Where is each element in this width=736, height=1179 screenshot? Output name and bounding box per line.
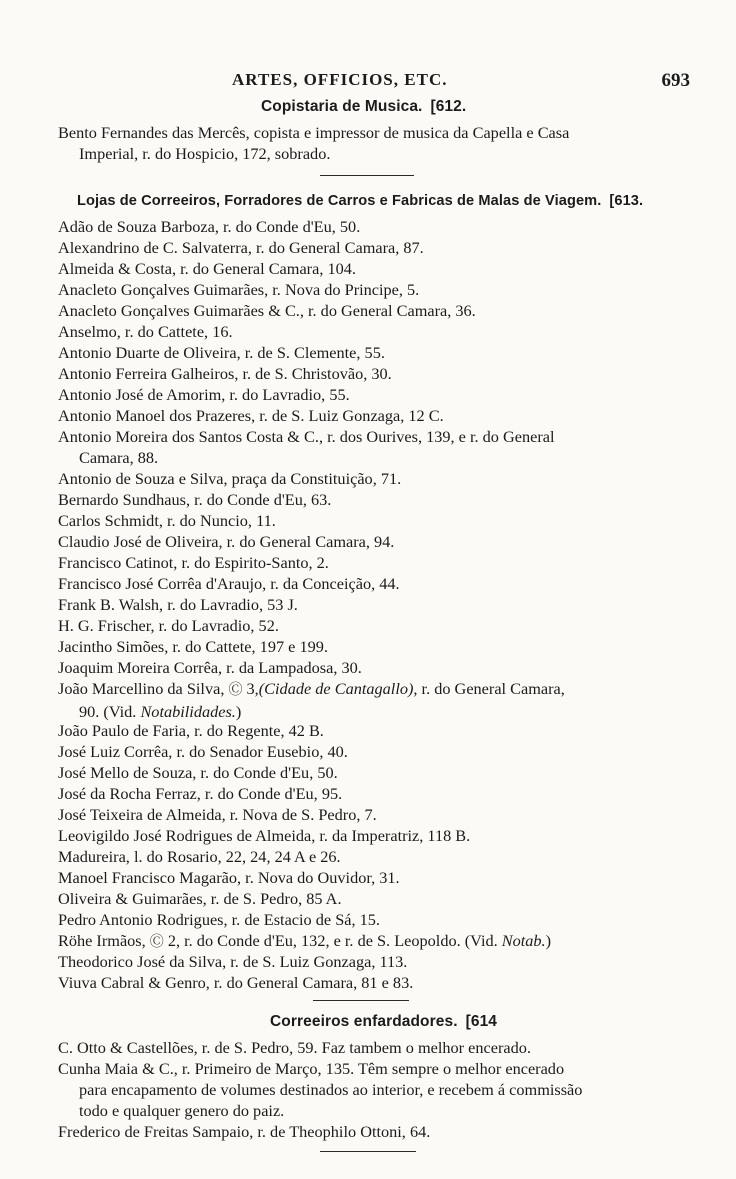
section-divider bbox=[320, 175, 414, 176]
entry-line: Antonio Ferreira Galheiros, r. de S. Christovão, 30. bbox=[58, 364, 392, 383]
list-item bbox=[58, 888, 718, 909]
section-number: [614 bbox=[465, 1013, 498, 1030]
list-item bbox=[58, 909, 718, 930]
list-item bbox=[58, 122, 718, 164]
list-item bbox=[58, 573, 718, 594]
entry-line: João Marcellino da Silva, bbox=[58, 679, 229, 698]
list-item bbox=[58, 930, 718, 953]
entry-continuation: Imperial, r. do Hospicio, 172, sobrado. bbox=[79, 144, 331, 163]
list-item bbox=[58, 720, 718, 741]
section-title: Copistaria de Musica. bbox=[261, 98, 423, 115]
section-number: [613. bbox=[609, 193, 644, 209]
entry-line: Alexandrino de C. Salvaterra, r. do General Camara, 87. bbox=[58, 238, 424, 257]
entry-line-mid: 2, r. do Conde d'Eu, 132, e r. de S. Leopoldo. (Vid. bbox=[163, 931, 502, 950]
list-item bbox=[58, 279, 718, 300]
entry-italic: Notab. bbox=[501, 931, 546, 950]
entry-line: Cunha Maia & C., r. Primeiro de Março, 135. Têm sempre o melhor encerado bbox=[58, 1059, 565, 1078]
list-item bbox=[58, 846, 718, 867]
entry-ref-italic: Notabilidades. bbox=[140, 702, 236, 721]
entry-line: José Luiz Corrêa, r. do Senador Eusebio, 40. bbox=[58, 742, 348, 761]
entry-line: Claudio José de Oliveira, r. do General Camara, 94. bbox=[58, 532, 395, 551]
list-item bbox=[58, 426, 718, 468]
entry-line: Leovigildo José Rodrigues de Almeida, r. da Imperatriz, 118 B. bbox=[58, 826, 471, 845]
list-item bbox=[58, 972, 718, 993]
entry-line: Röhe Irmãos, bbox=[58, 931, 150, 950]
section-heading-613 bbox=[77, 193, 643, 209]
entry-line: Frederico de Freitas Sampaio, r. de Theophilo Ottoni, 64. bbox=[58, 1122, 431, 1141]
list-item bbox=[58, 342, 718, 363]
entry-ref-pre: 90. (Vid. bbox=[79, 702, 141, 721]
entry-line: Francisco José Corrêa d'Araujo, r. da Conceição, 44. bbox=[58, 574, 400, 593]
entry-line: H. G. Frischer, r. do Lavradio, 52. bbox=[58, 616, 279, 635]
entry-line: José Teixeira de Almeida, r. Nova de S. Pedro, 7. bbox=[58, 805, 377, 824]
entry-line: Antonio Duarte de Oliveira, r. de S. Clemente, 55. bbox=[58, 343, 385, 362]
entry-line: Carlos Schmidt, r. do Nuncio, 11. bbox=[58, 511, 276, 530]
list-item bbox=[58, 405, 718, 426]
section-divider bbox=[320, 1151, 416, 1152]
entry-line: Antonio Manoel dos Prazeres, r. de S. Luiz Gonzaga, 12 C. bbox=[58, 406, 444, 425]
entry-line: Bento Fernandes das Mercês, copista e impressor de musica da Capella e Casa bbox=[58, 123, 570, 142]
list-item bbox=[58, 1121, 718, 1142]
list-item bbox=[58, 510, 718, 531]
section-heading-612 bbox=[261, 98, 466, 116]
entry-continuation: para encapamento de volumes destinados ao interior, e recebem á commissão bbox=[79, 1080, 583, 1099]
running-title: ARTES, OFFICIOS, ETC. bbox=[232, 70, 448, 89]
entry-line: Frank B. Walsh, r. do Lavradio, 53 J. bbox=[58, 595, 298, 614]
entry-line: Viuva Cabral & Genro, r. do General Camara, 81 e 83. bbox=[58, 973, 414, 992]
section-heading-614 bbox=[270, 1013, 497, 1031]
entry-line: Anacleto Gonçalves Guimarães & C., r. do General Camara, 36. bbox=[58, 301, 476, 320]
list-item bbox=[58, 615, 718, 636]
list-item bbox=[58, 531, 718, 552]
list-item bbox=[58, 1037, 718, 1058]
entry-continuation: Camara, 88. bbox=[79, 448, 159, 467]
entry-line-mid: 3, bbox=[242, 679, 259, 698]
list-item bbox=[58, 657, 718, 678]
entry-line: Bernardo Sundhaus, r. do Conde d'Eu, 63. bbox=[58, 490, 332, 509]
entry-line: Jacintho Simões, r. do Cattete, 197 e 199. bbox=[58, 637, 328, 656]
entry-line: Adão de Souza Barboza, r. do Conde d'Eu, 50. bbox=[58, 217, 361, 236]
entry-line: José Mello de Souza, r. do Conde d'Eu, 50. bbox=[58, 763, 338, 782]
entry-line-end: ) bbox=[545, 931, 552, 950]
entry-ref-post: ) bbox=[235, 702, 242, 721]
list-item bbox=[58, 762, 718, 783]
section-divider bbox=[313, 1000, 409, 1001]
page-number: 693 bbox=[661, 70, 690, 91]
entry-line: Joaquim Moreira Corrêa, r. da Lampadosa, 30. bbox=[58, 658, 362, 677]
list-item bbox=[58, 594, 718, 615]
list-item bbox=[58, 867, 718, 888]
list-item bbox=[58, 1058, 718, 1121]
camera-symbol-icon: Ⓒ bbox=[228, 683, 243, 698]
list-item bbox=[58, 258, 718, 279]
list-item bbox=[58, 636, 718, 657]
list-item bbox=[58, 237, 718, 258]
entry-line: Pedro Antonio Rodrigues, r. de Estacio de Sá, 15. bbox=[58, 910, 380, 929]
section-title: Lojas de Correeiros, Forradores de Carros e Fabricas de Malas de Viagem. bbox=[77, 193, 602, 209]
entry-italic: (Cidade de Cantagallo) bbox=[258, 679, 414, 698]
list-item bbox=[58, 300, 718, 321]
running-head bbox=[0, 70, 736, 94]
list-item bbox=[58, 363, 718, 384]
entry-line: Anacleto Gonçalves Guimarães, r. Nova do Principe, 5. bbox=[58, 280, 420, 299]
entry-line: João Paulo de Faria, r. do Regente, 42 B. bbox=[58, 721, 324, 740]
list-item bbox=[58, 741, 718, 762]
list-item bbox=[58, 951, 718, 972]
list-item bbox=[58, 216, 718, 237]
entry-line: C. Otto & Castellões, r. de S. Pedro, 59. Faz tambem o melhor encerado. bbox=[58, 1038, 531, 1057]
entry-line: Antonio José de Amorim, r. do Lavradio, 55. bbox=[58, 385, 350, 404]
list-item bbox=[58, 468, 718, 489]
entry-line: Manoel Francisco Magarão, r. Nova do Ouvidor, 31. bbox=[58, 868, 400, 887]
list-item bbox=[58, 489, 718, 510]
entry-line: Madureira, l. do Rosario, 22, 24, 24 A e 26. bbox=[58, 847, 341, 866]
entry-continuation bbox=[58, 701, 718, 722]
entry-line: Francisco Catinot, r. do Espirito-Santo, 2. bbox=[58, 553, 329, 572]
list-item bbox=[58, 678, 718, 722]
entry-line: Almeida & Costa, r. do General Camara, 104. bbox=[58, 259, 356, 278]
entry-line: Antonio Moreira dos Santos Costa & C., r. dos Ourives, 139, e r. do General bbox=[58, 427, 555, 446]
camera-symbol-icon: Ⓒ bbox=[149, 935, 164, 950]
entry-line: José da Rocha Ferraz, r. do Conde d'Eu, 95. bbox=[58, 784, 343, 803]
entry-line: Antonio de Souza e Silva, praça da Constituição, 71. bbox=[58, 469, 402, 488]
list-item bbox=[58, 552, 718, 573]
list-item bbox=[58, 825, 718, 846]
entry-line-end: , r. do General Camara, bbox=[413, 679, 565, 698]
entry-line: Anselmo, r. do Cattete, 16. bbox=[58, 322, 233, 341]
list-item bbox=[58, 783, 718, 804]
entry-line: Theodorico José da Silva, r. de S. Luiz Gonzaga, 113. bbox=[58, 952, 408, 971]
entry-line: Oliveira & Guimarães, r. de S. Pedro, 85 A. bbox=[58, 889, 342, 908]
list-item bbox=[58, 384, 718, 405]
section-number: [612. bbox=[430, 98, 467, 115]
entry-continuation: todo e qualquer genero do paiz. bbox=[79, 1101, 285, 1120]
list-item bbox=[58, 321, 718, 342]
section-title: Correeiros enfardadores. bbox=[270, 1013, 458, 1030]
list-item bbox=[58, 804, 718, 825]
